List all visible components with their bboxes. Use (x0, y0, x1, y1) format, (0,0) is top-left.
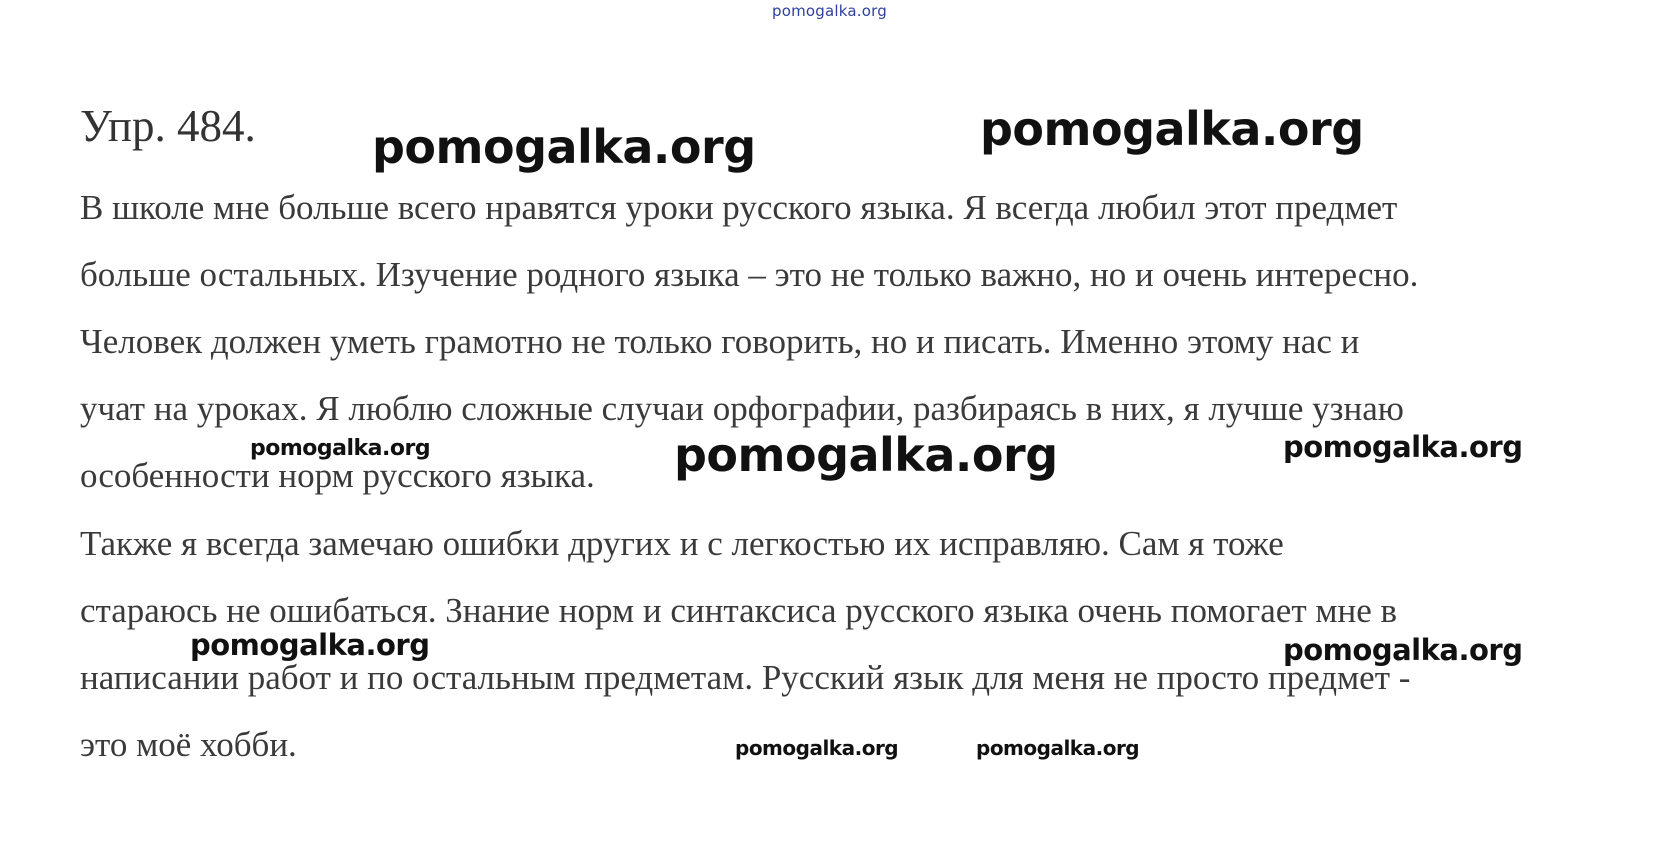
text-line: больше остальных. Изучение родного языка – это не только важно, но и очень интересно. (80, 255, 1419, 294)
text-line: написании работ и по остальным предметам. Русский язык для меня не просто предмет - (80, 658, 1411, 697)
text-line: Также я всегда замечаю ошибки других и с легкостью их исправляю. Сам я тоже (80, 524, 1284, 563)
watermark: pomogalka.org (976, 736, 1140, 760)
watermark: pomogalka.org (372, 120, 756, 174)
watermark: pomogalka.org (190, 628, 430, 662)
watermark: pomogalka.org (980, 102, 1364, 156)
watermark: pomogalka.org (1283, 430, 1523, 464)
watermark: pomogalka.org (250, 436, 431, 461)
text-line: В школе мне больше всего нравятся уроки русского языка. Я всегда любил этот предмет (80, 188, 1398, 227)
text-line: стараюсь не ошибаться. Знание норм и синтаксиса русского языка очень помогает мне в (80, 591, 1398, 630)
watermark: pomogalka.org (735, 736, 899, 760)
site-link[interactable]: pomogalka.org (772, 2, 887, 20)
watermark: pomogalka.org (674, 428, 1058, 482)
watermark: pomogalka.org (1283, 633, 1523, 667)
text-line: Человек должен уметь грамотно не только говорить, но и писать. Именно этому нас и (80, 322, 1360, 361)
text-line: учат на уроках. Я люблю сложные случаи орфографии, разбираясь в них, я лучше узнаю (80, 389, 1404, 428)
exercise-title: Упр. 484. (80, 101, 256, 151)
text-line: это моё хобби. (80, 725, 297, 764)
text-line: особенности норм русского языка. (80, 456, 595, 495)
